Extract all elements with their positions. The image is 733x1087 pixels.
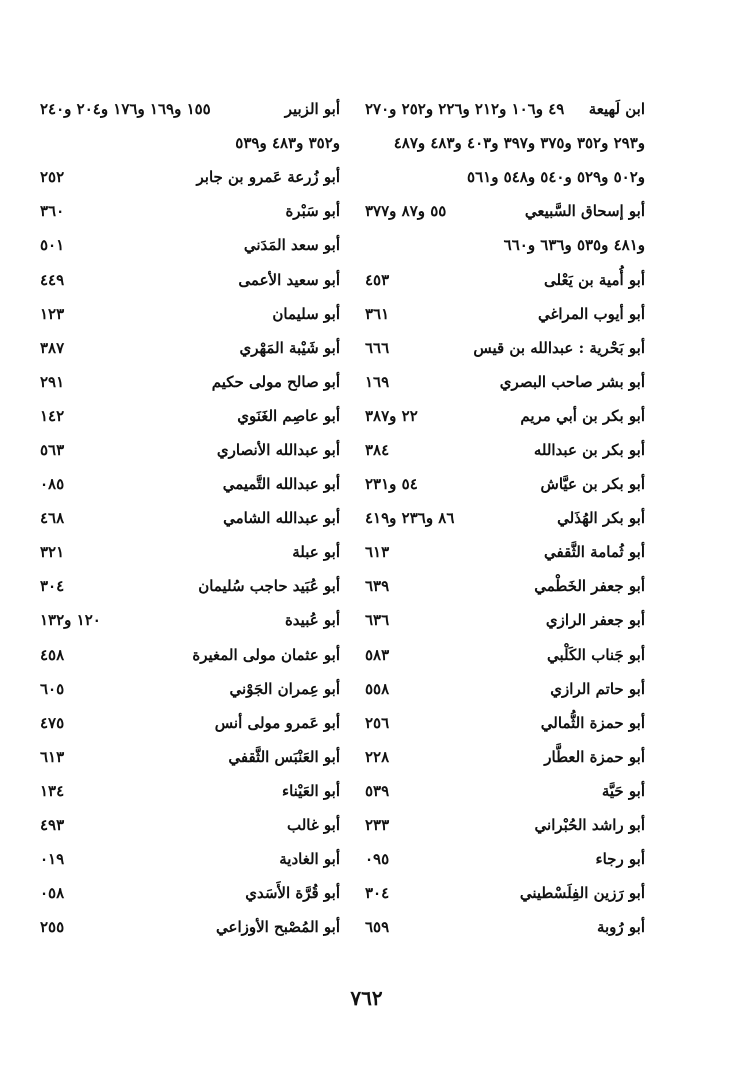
entry-name: أبو عَمرو مولى أنس [214, 713, 340, 732]
index-entry [40, 160, 340, 194]
entry-name: أبو جَناب الكَلْبي [546, 645, 645, 664]
entry-pages: ٣٨٧ [40, 338, 65, 357]
entry-pages: ٢٢ و٣٨٧ [365, 406, 418, 425]
index-entry [40, 910, 340, 944]
index-entry [40, 808, 340, 842]
index-entry [365, 160, 645, 194]
index-entry [365, 910, 645, 944]
entry-pages: ٥٦٣ [40, 440, 65, 459]
entry-pages: ٣٦١ [365, 304, 390, 323]
entry-name: أبو الغادية [279, 850, 340, 869]
entry-pages: ٥٨٣ [365, 645, 390, 664]
index-entry [40, 399, 340, 433]
entry-name: أبو عاصِم الغَنَوي [237, 406, 340, 425]
index-entry [40, 638, 340, 672]
entry-name: أبو جعفر الرازي [545, 611, 645, 630]
entry-pages: ٤٥٣ [365, 270, 390, 289]
entry-name: أبو بشر صاحب البصري [499, 372, 645, 391]
index-entry [40, 228, 340, 262]
entry-name: أبو سعد المَدَني [243, 236, 340, 255]
entry-name: أبو سليمان [272, 304, 340, 323]
entry-name: أبو عُبَيد حاجب سُليمان [198, 577, 340, 596]
page-number: ٧٦٢ [350, 986, 383, 1010]
entry-name: أبو بكر بن عيَّاش [540, 475, 645, 494]
entry-pages: ٤٧٥ [40, 713, 65, 732]
entry-name: أبو حمزة العطَّار [544, 747, 645, 766]
entry-name: أبو راشد الحُبْراني [534, 816, 645, 835]
entry-pages: ٨٦ و٢٣٦ و٤١٩ [365, 509, 455, 528]
index-entry [365, 92, 645, 126]
entry-name: أبو غالب [286, 816, 340, 835]
entry-pages: ٢٥٦ [365, 713, 390, 732]
index-entry [365, 467, 645, 501]
entry-name: أبو إسحاق السَّبيعي [524, 202, 645, 221]
entry-pages: ٥٥ و٨٧ و٣٧٧ [365, 202, 447, 221]
entry-pages: ٦٦٦ [365, 338, 390, 357]
entry-pages: و٥٠٢ و٥٢٩ و٥٤٠ و٥٤٨ و٥٦١ [467, 168, 645, 187]
index-entry [40, 467, 340, 501]
entry-pages: ٥٠١ [40, 236, 65, 255]
entry-name: أبو ثُمامة الثَّقفي [544, 543, 645, 562]
entry-name: أبو العَيْناء [282, 781, 340, 800]
entry-name: أبو حاتم الرازي [550, 679, 645, 698]
entry-name: أبو قُرَّة الأَسَدي [245, 884, 340, 903]
entry-pages: ٠٨٥ [40, 475, 65, 494]
entry-name: أبو حمزة الثُّمالي [540, 713, 645, 732]
entry-name: أبو عبدالله الشامي [223, 509, 340, 528]
index-entry [365, 774, 645, 808]
index-entry [365, 297, 645, 331]
entry-pages: ٦١٣ [365, 543, 390, 562]
entry-name: أبو عبدالله الأنصاري [216, 440, 340, 459]
entry-name: أبو بَحْرية : عبدالله بن قيس [473, 338, 645, 357]
entry-pages: ١٦٩ [365, 372, 390, 391]
index-entry [40, 706, 340, 740]
entry-pages: ٤٩٣ [40, 816, 65, 835]
entry-name: أبو عبلة [292, 543, 340, 562]
index-entry [365, 638, 645, 672]
entry-name: أبو أُمية بن يَعْلى [543, 270, 645, 289]
index-entry [365, 808, 645, 842]
entry-name: أبو زُرعة عَمرو بن جابر [196, 168, 340, 187]
entry-pages: ١٢٠ و١٣٢ [40, 611, 101, 630]
entry-pages: ٦٣٩ [365, 577, 390, 596]
left-index-column [40, 92, 340, 944]
index-entry [40, 603, 340, 637]
entry-name: أبو رُوبة [596, 918, 645, 937]
entry-pages: ٥٥٨ [365, 679, 390, 698]
entry-name: أبو عبدالله التَّميمي [222, 475, 340, 494]
entry-name: ابن لَهيعة [588, 100, 645, 119]
index-entry [40, 876, 340, 910]
index-entry [40, 126, 340, 160]
entry-name: أبو العَنْبَس الثَّقفي [228, 747, 340, 766]
index-entry [40, 365, 340, 399]
entry-name: أبو أيوب المراغي [538, 304, 645, 323]
entry-name: أبو عِمران الجَوْني [229, 679, 340, 698]
index-entry [365, 262, 645, 296]
entry-pages: ١٤٢ [40, 406, 65, 425]
entry-pages: ٤٦٨ [40, 509, 65, 528]
entry-name: أبو المُصْبح الأوزاعي [216, 918, 340, 937]
index-entry [40, 433, 340, 467]
index-entry [365, 603, 645, 637]
entry-pages: و٤٨١ و٥٣٥ و٦٣٦ و٦٦٠ [503, 236, 645, 255]
entry-pages: ٤٥٨ [40, 645, 65, 664]
index-entry [365, 501, 645, 535]
entry-pages: ٢٢٨ [365, 747, 390, 766]
entry-name: أبو بكر بن عبدالله [533, 440, 645, 459]
index-entry [365, 672, 645, 706]
entry-pages: ٥٣٩ [365, 781, 390, 800]
index-entry [365, 331, 645, 365]
index-entry [40, 262, 340, 296]
index-entry [40, 194, 340, 228]
entry-name: أبو جعفر الخَطْمي [534, 577, 645, 596]
entry-pages: ٥٤ و٢٣١ [365, 475, 418, 494]
entry-name: أبو شَيْبة المَهْري [239, 338, 340, 357]
entry-pages: ٣٨٤ [365, 440, 390, 459]
entry-name: أبو رَزين الفِلَسْطيني [519, 884, 645, 903]
index-entry [365, 194, 645, 228]
entry-name: أبو رجاء [595, 850, 645, 869]
entry-pages: ٢٣٣ [365, 816, 390, 835]
index-entry [365, 569, 645, 603]
entry-name: أبو سعيد الأعمى [238, 270, 340, 289]
entry-pages: ٦٠٥ [40, 679, 65, 698]
entry-pages: ٢٥٥ [40, 918, 65, 937]
entry-pages: ١٣٤ [40, 781, 65, 800]
index-entry [365, 433, 645, 467]
entry-name: أبو بكر بن أبي مريم [520, 406, 645, 425]
index-entry [40, 331, 340, 365]
entry-pages: ٣٦٠ [40, 202, 65, 221]
index-entry [365, 535, 645, 569]
entry-pages: ٣٠٤ [365, 884, 390, 903]
index-entry [365, 740, 645, 774]
index-entry [40, 774, 340, 808]
entry-name: أبو حَيَّة [601, 781, 645, 800]
entry-name: أبو الزبير [284, 100, 340, 119]
entry-pages: ٤٤٩ [40, 270, 65, 289]
entry-pages: و٣٥٢ و٤٨٣ و٥٣٩ [235, 134, 340, 153]
entry-pages: ٠٥٨ [40, 884, 65, 903]
entry-pages: ٦١٣ [40, 747, 65, 766]
entry-pages: و٢٩٣ و٣٥٢ و٣٧٥ و٣٩٧ و٤٠٣ و٤٨٣ و٤٨٧ [393, 134, 645, 153]
entry-pages: ٣٠٤ [40, 577, 65, 596]
index-entry [40, 842, 340, 876]
right-index-column [365, 92, 645, 944]
index-entry [365, 228, 645, 262]
entry-pages: ٦٥٩ [365, 918, 390, 937]
entry-pages: ٢٥٢ [40, 168, 65, 187]
index-entry [365, 365, 645, 399]
entry-name: أبو صالح مولى حكيم [211, 372, 340, 391]
entry-pages: ٤٩ و١٠٦ و٢١٢ و٢٢٦ و٢٥٢ و٢٧٠ [365, 100, 565, 119]
entry-pages: ٠١٩ [40, 850, 65, 869]
entry-name: أبو سَبْرة [285, 202, 340, 221]
index-entry [40, 501, 340, 535]
entry-pages: ٦٣٦ [365, 611, 390, 630]
entry-pages: ٣٢١ [40, 543, 65, 562]
index-entry [40, 535, 340, 569]
entry-pages: ١٥٥ و١٦٩ و١٧٦ و٢٠٤ و٢٤٠ [40, 100, 211, 119]
entry-pages: ٠٩٥ [365, 850, 390, 869]
index-entry [365, 399, 645, 433]
index-entry [40, 740, 340, 774]
entry-name: أبو بكر الهُذَلي [557, 509, 645, 528]
entry-pages: ١٢٣ [40, 304, 65, 323]
index-entry [40, 297, 340, 331]
entry-pages: ٢٩١ [40, 372, 65, 391]
index-entry [40, 672, 340, 706]
index-entry [365, 706, 645, 740]
index-entry [365, 842, 645, 876]
entry-name: أبو عُبيدة [284, 611, 340, 630]
entry-name: أبو عثمان مولى المغيرة [192, 645, 340, 664]
index-entry [40, 92, 340, 126]
index-entry [365, 876, 645, 910]
index-entry [40, 569, 340, 603]
index-entry [365, 126, 645, 160]
